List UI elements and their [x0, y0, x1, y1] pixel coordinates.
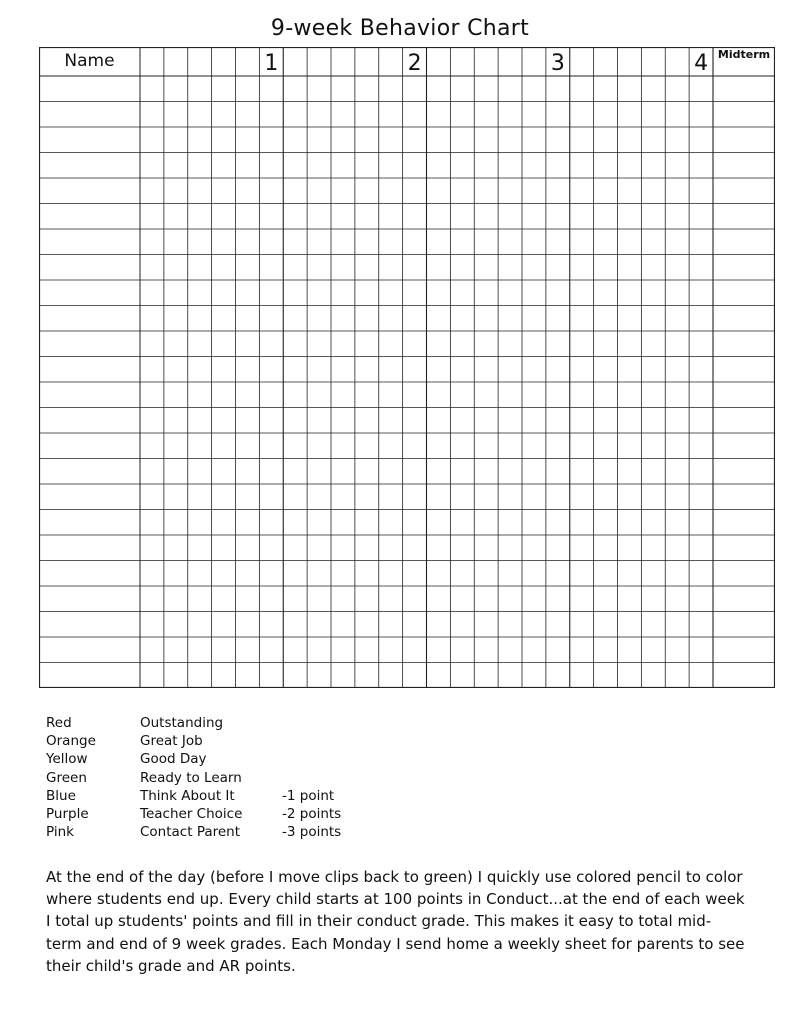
legend-color: Orange	[46, 733, 96, 750]
chart-grid	[39, 47, 775, 688]
legend-color: Red	[46, 715, 72, 731]
legend-meaning: Ready to Learn	[140, 769, 242, 786]
legend-meaning: Good Day	[140, 751, 207, 768]
week-3-header: 3	[550, 51, 565, 76]
instructions-paragraph: At the end of the day (before I move clips back to green) I quickly use colored pencil to color where students end up. Every child starts at 100 points in Conduct...at the end of each week I total up students' points and fill in their conduct grade. This makes it easy to total mid-term and end of 9 week grades. Each Monday I send home a weekly sheet for parents to see their child's grade and AR points.	[46, 868, 745, 975]
table-border	[40, 48, 775, 688]
legend-points: -1 point	[282, 787, 335, 804]
page-title: 9-week Behavior Chart	[270, 16, 530, 41]
legend-color: Pink	[46, 824, 74, 841]
legend-color: Yellow	[46, 751, 88, 768]
legend-color: Green	[46, 769, 87, 786]
legend-color: Blue	[46, 787, 76, 804]
legend-meaning: Contact Parent	[140, 824, 241, 841]
legend-meaning: Outstanding	[140, 715, 224, 731]
legend-meaning: Great Job	[140, 733, 203, 750]
legend-points: -2 points	[282, 805, 342, 822]
legend-meaning: Teacher Choice	[140, 805, 243, 822]
week-4-header: 4	[694, 51, 709, 76]
week-2-header: 2	[407, 51, 422, 76]
legend-meaning: Think About It	[140, 787, 235, 804]
behavior-chart-table	[39, 47, 775, 688]
week-1-header: 1	[264, 51, 279, 76]
legend-points: -3 points	[282, 824, 342, 841]
midterm-column-header: Midterm	[717, 48, 771, 61]
legend-color: Purple	[46, 805, 89, 822]
name-column-header: Name	[64, 51, 115, 71]
